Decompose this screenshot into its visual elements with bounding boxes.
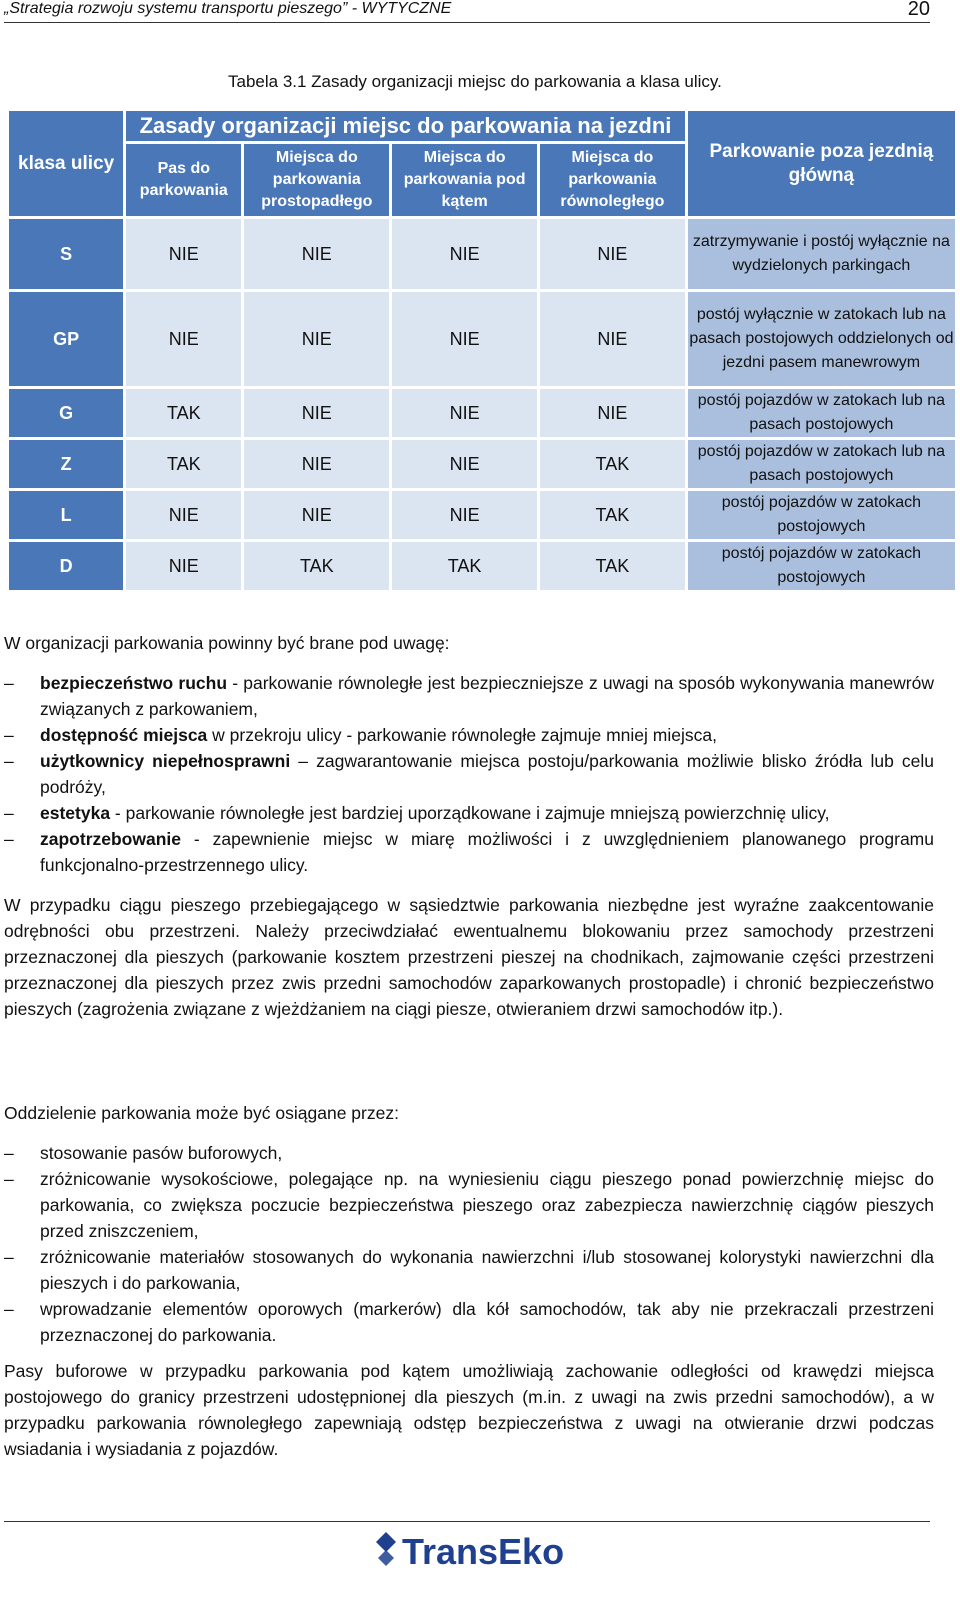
transeko-logo: [372, 1528, 572, 1572]
dash-bullet: –: [4, 725, 14, 745]
list-item: [4, 1140, 934, 1166]
cell-off-road: postój wyłącznie w zatokach lub na pasach postojowych oddzielonych od jezdni pasem manewrowym: [688, 292, 955, 386]
list-item-text: zróżnicowanie wysokościowe, polegające np. na wyniesieniu ciągu pieszego ponad powierzchnię miejsc do parkowania, co zwiększa poczucie bezpieczeństwa pieszego oraz zabezpiecza nawierzchnię ciągów pieszych przed zniszczeniem,: [40, 1169, 934, 1241]
cell-parking-lane: TAK: [126, 389, 241, 437]
cell-parking-lane: NIE: [126, 219, 241, 289]
cell-perpendicular: NIE: [244, 292, 389, 386]
considerations-list: [4, 670, 934, 878]
document-title: „Strategia rozwoju systemu transportu pieszego” - WYTYCZNE: [4, 0, 452, 17]
list-item-keyword: bezpieczeństwo ruchu: [40, 673, 228, 693]
dash-bullet: –: [4, 803, 14, 823]
list-item-text: zróżnicowanie materiałów stosowanych do wykonania nawierzchni i/lub stosowanej kolorystyki nawierzchni dla pieszych i do parkowania,: [40, 1247, 934, 1293]
header-off-road-parking: Parkowanie poza jezdnią główną: [688, 111, 955, 216]
header-on-road-rules: Zasady organizacji miejsc do parkowania na jezdni: [126, 111, 685, 141]
logo-text: TransEko: [402, 1531, 565, 1572]
list-item-keyword: estetyka: [40, 803, 111, 823]
dash-bullet: –: [4, 1143, 14, 1163]
table-row: [9, 292, 955, 386]
cell-parking-lane: NIE: [126, 542, 241, 590]
list-item-keyword: zapotrzebowanie: [40, 829, 181, 849]
list-item-text: – zagwarantowanie miejsca postoju/parkowania możliwie blisko źródła lub celu podróży,: [40, 751, 934, 797]
header-parking-lane: Pas do parkowania: [126, 144, 241, 216]
cell-perpendicular: NIE: [244, 219, 389, 289]
cell-off-road: postój pojazdów w zatokach lub na pasach postojowych: [688, 440, 955, 488]
cell-off-road: postój pojazdów w zatokach postojowych: [688, 491, 955, 539]
row-class-label: G: [9, 389, 123, 437]
header-street-class: klasa ulicy: [9, 111, 123, 216]
cell-angled: NIE: [392, 440, 537, 488]
cell-off-road: postój pojazdów w zatokach lub na pasach postojowych: [688, 389, 955, 437]
separation-list: [4, 1140, 934, 1348]
table-caption: Tabela 3.1 Zasady organizacji miejsc do parkowania a klasa ulicy.: [228, 72, 722, 91]
list-item: [4, 826, 934, 878]
cell-perpendicular: NIE: [244, 389, 389, 437]
section-parking-considerations: [4, 630, 934, 1022]
list-item: [4, 1166, 934, 1244]
list-item: [4, 1296, 934, 1348]
page-header: [4, 0, 930, 23]
dash-bullet: –: [4, 1169, 14, 1189]
paragraph: W przypadku ciągu pieszego przebiegającego w sąsiedztwie parkowania niezbędne jest wyraźne zaakcentowanie odrębności obu przestrzeni. Należy przeciwdziałać ewentualnemu blokowaniu przez samochody przestrzeni przeznaczonej dla pieszych (parkowanie kosztem przestrzeni pieszej na chodnikach, zajmowanie części przestrzeni przeznaczonej dla pieszych przez zwis przedni samochodów zaparkowanych prostopadle) i chronić bezpieczeństwo pieszych (zagrożenia związane z wjeżdżaniem na ciągi piesze, otwieraniem drzwi samochodów itp.).: [4, 895, 934, 1019]
cell-off-road: zatrzymywanie i postój wyłącznie na wydzielonych parkingach: [688, 219, 955, 289]
cell-off-road: postój pojazdów w zatokach postojowych: [688, 542, 955, 590]
list-item-text: stosowanie pasów buforowych,: [40, 1143, 283, 1163]
dash-bullet: –: [4, 829, 14, 849]
list-item-text: - parkowanie równoległe jest bezpieczniejsze z uwagi na sposób wykonywania manewrów związanych z parkowaniem,: [40, 673, 935, 719]
logo-mark-icon: [376, 1532, 396, 1566]
dash-bullet: –: [4, 1247, 14, 1267]
cell-angled: NIE: [392, 389, 537, 437]
cell-parking-lane: NIE: [126, 292, 241, 386]
row-class-label: L: [9, 491, 123, 539]
cell-parallel: NIE: [540, 292, 685, 386]
cell-perpendicular: NIE: [244, 440, 389, 488]
table-row: [9, 491, 955, 539]
dash-bullet: –: [4, 1299, 14, 1319]
list-item-text: - parkowanie równoległe jest bardziej uporządkowane i zajmuje mniejszą powierzchnię ulicy,: [110, 803, 830, 823]
cell-perpendicular: NIE: [244, 491, 389, 539]
list-item-text: w przekroju ulicy - parkowanie równoległe zajmuje mniej miejsca,: [207, 725, 717, 745]
row-class-label: S: [9, 219, 123, 289]
cell-parallel: TAK: [540, 542, 685, 590]
section-parking-separation: [4, 1100, 934, 1462]
dash-bullet: –: [4, 751, 14, 771]
parking-rules-table: [6, 108, 958, 593]
list-item-keyword: dostępność miejsca: [40, 725, 208, 745]
cell-parking-lane: NIE: [126, 491, 241, 539]
table-row: [9, 389, 955, 437]
list-item: [4, 800, 934, 826]
list-item-text: - zapewnienie miejsc w miarę możliwości i z uwzględnieniem planowanego programu funkcjonalno-przestrzennego ulicy.: [40, 829, 934, 875]
cell-parallel: NIE: [540, 389, 685, 437]
header-angled: Miejsca do parkowania pod kątem: [392, 144, 537, 216]
cell-angled: NIE: [392, 292, 537, 386]
list-item: [4, 722, 934, 748]
cell-parallel: TAK: [540, 491, 685, 539]
cell-parking-lane: TAK: [126, 440, 241, 488]
paragraph: Pasy buforowe w przypadku parkowania pod kątem umożliwiają zachowanie odległości od krawędzi miejsca postojowego do granicy przestrzeni udostępnionej dla pieszych (m.in. z uwagi na zwis przedni samochodów), a w przypadku parkowania równoległego zapewniają odstęp bezpieczeństwa z uwagi na otwieranie drzwi podczas wsiadania i wysiadania z pojazdów.: [4, 1361, 934, 1459]
list-item-keyword: użytkownicy niepełnosprawni: [40, 751, 291, 771]
section-intro: W organizacji parkowania powinny być brane pod uwagę:: [4, 633, 450, 653]
cell-angled: TAK: [392, 542, 537, 590]
row-class-label: GP: [9, 292, 123, 386]
header-perpendicular: Miejsca do parkowania prostopadłego: [244, 144, 389, 216]
header-parallel: Miejsca do parkowania równoległego: [540, 144, 685, 216]
list-item: [4, 748, 934, 800]
table-row: [9, 440, 955, 488]
row-class-label: D: [9, 542, 123, 590]
row-class-label: Z: [9, 440, 123, 488]
list-item: [4, 1244, 934, 1296]
list-item-text: wprowadzanie elementów oporowych (markerów) dla kół samochodów, tak aby nie przekraczali przestrzeni przeznaczonej do parkowania.: [40, 1299, 934, 1345]
cell-perpendicular: TAK: [244, 542, 389, 590]
cell-angled: NIE: [392, 491, 537, 539]
list-item: [4, 670, 934, 722]
page-number: 20: [907, 0, 930, 20]
table-row: [9, 542, 955, 590]
section-intro: Oddzielenie parkowania może być osiągane przez:: [4, 1103, 399, 1123]
footer-divider: [4, 1521, 930, 1522]
table-row: [9, 219, 955, 289]
dash-bullet: –: [4, 673, 14, 693]
cell-parallel: TAK: [540, 440, 685, 488]
cell-angled: NIE: [392, 219, 537, 289]
cell-parallel: NIE: [540, 219, 685, 289]
